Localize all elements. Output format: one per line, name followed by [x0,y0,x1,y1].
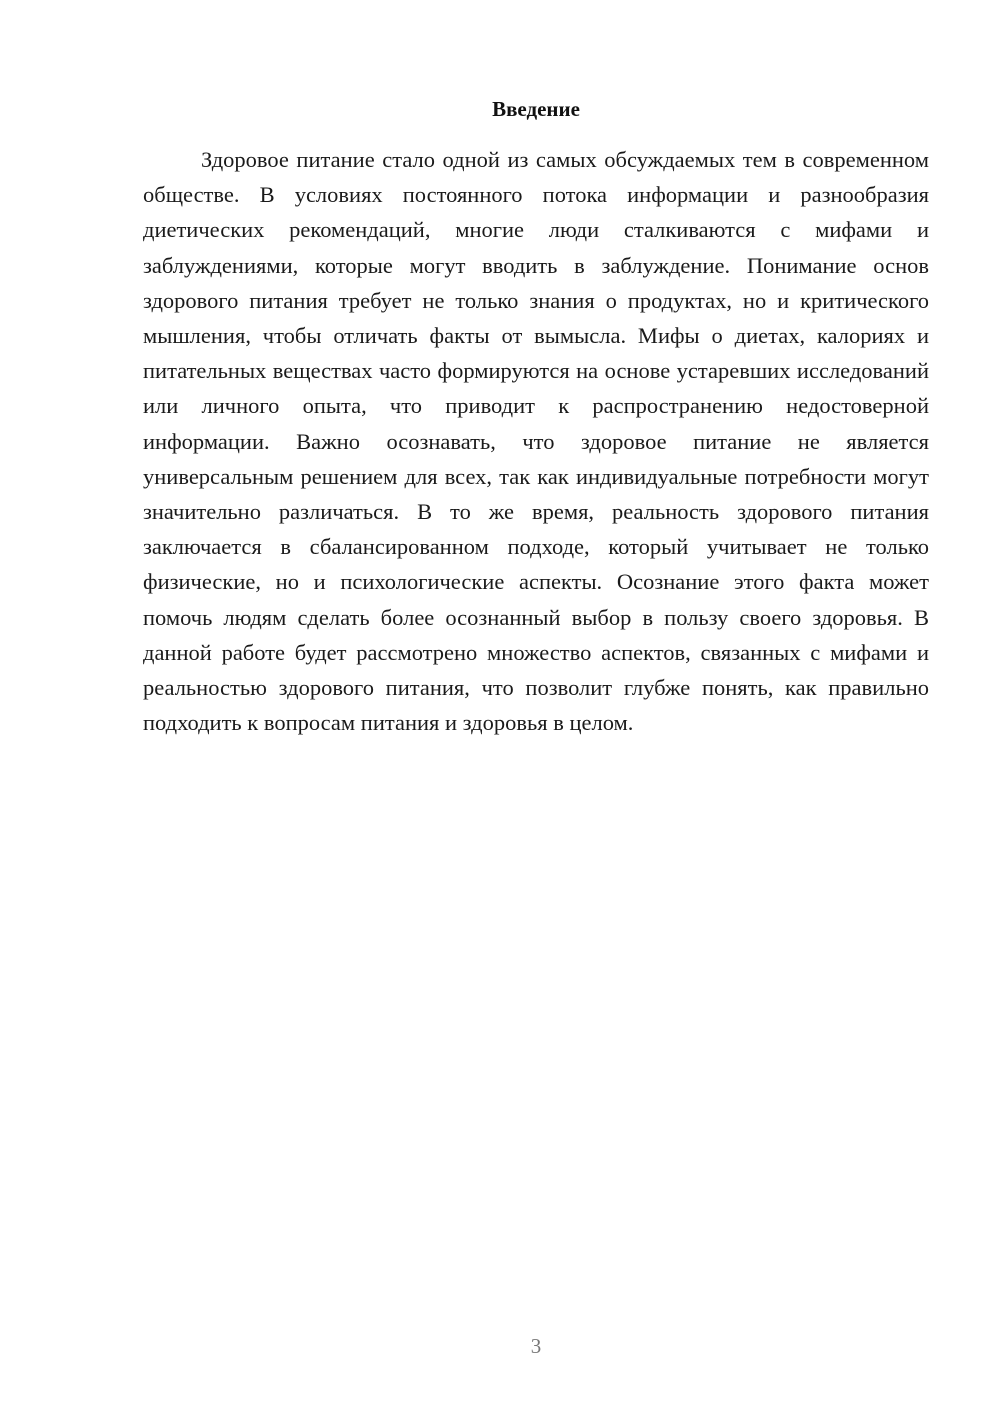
page-number: 3 [530,1334,542,1358]
section-heading: Введение [492,97,580,121]
introduction-paragraph: Здоровое питание стало одной из самых обсуждаемых тем в современном обществе. В условиях постоянного потока информации и разнообразия диетических рекомендаций, многие люди сталкиваются с мифами и заблуждениями, которые могут вводить в заблуждение. Понимание основ здорового питания требует не только знания о продуктах, но и критического мышления, чтобы отличать факты от вымысла. Мифы о диетах, калориях и питательных веществах часто формируются на основе устаревших исследований или личного опыта, что приводит к распространению недостоверной информации. Важно осознавать, что здоровое питание не является универсальным решением для всех, так как индивидуальные потребности могут значительно различаться. В то же время, реальность здорового питания заключается в сбалансированном подходе, который учитывает не только физические, но и психологические аспекты. Осознание этого факта может помочь людям сделать более осознанный выбор в пользу своего здоровья. В данной работе будет рассмотрено множество аспектов, связанных с мифами и реальностью здорового питания, что позволит глубже понять, как правильно подходить к вопросам питания и здоровья в целом. [143,147,929,736]
